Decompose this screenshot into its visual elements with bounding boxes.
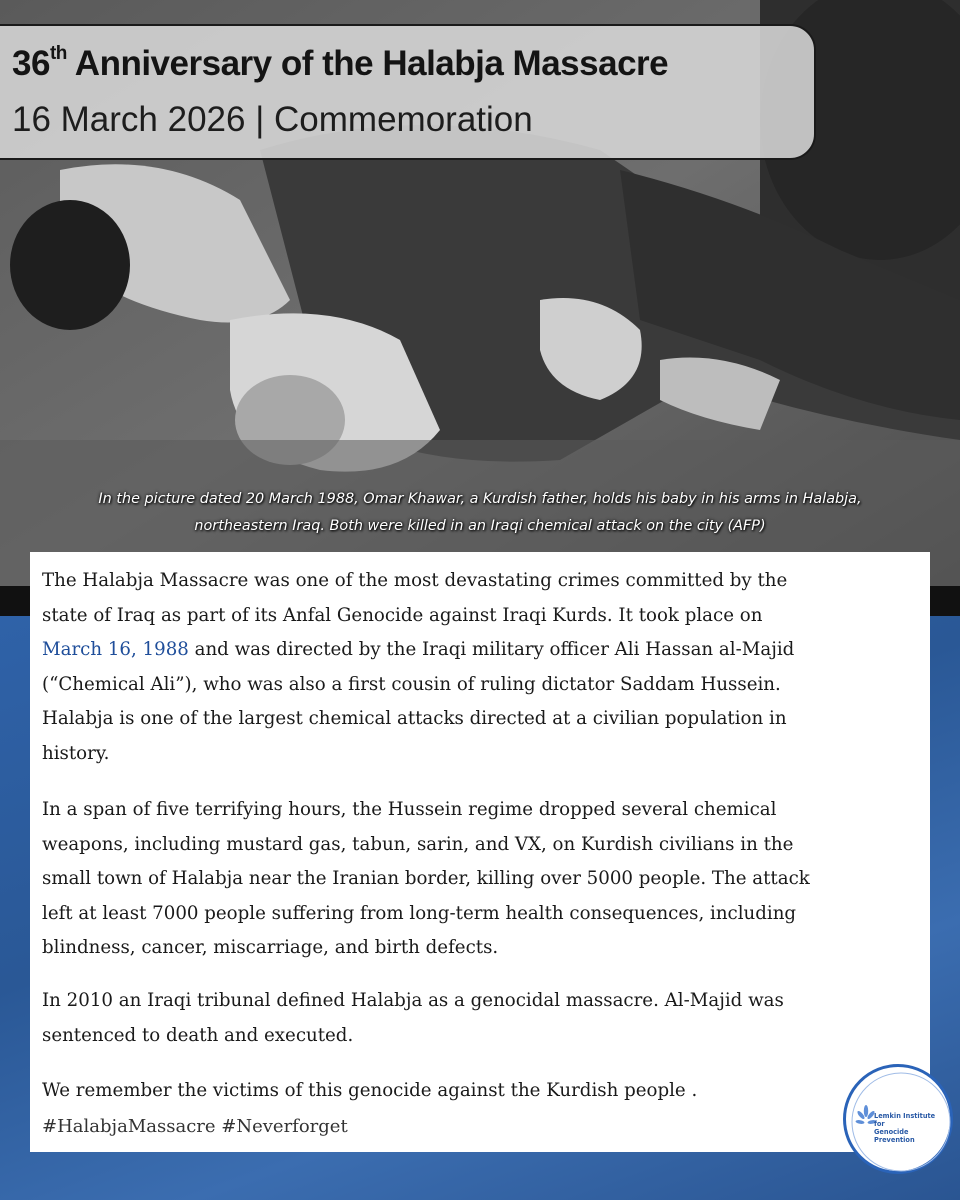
text-line: weapons, including mustard gas, tabun, sarin, and VX, on Kurdish civilians in the xyxy=(42,833,794,855)
page-title: 36th Anniversary of the Halabja Massacre xyxy=(12,43,669,83)
text-line: left at least 7000 people suffering from long-term health consequences, including xyxy=(42,902,797,924)
text-line: small town of Halabja near the Iranian border, killing over 5000 people. The attack xyxy=(42,868,810,890)
text-line: sentenced to death and executed. xyxy=(42,1024,354,1046)
text-line: Halabja is one of the largest chemical attacks directed at a civilian population in xyxy=(42,708,787,730)
text-line: blindness, cancer, miscarriage, and birth defects. xyxy=(42,937,499,959)
paragraph-tribunal xyxy=(42,984,922,1053)
text-line: The Halabja Massacre was one of the most devastating crimes committed by the xyxy=(42,570,788,591)
lemkin-institute-logo xyxy=(843,1064,953,1174)
text-line: (“Chemical Ali”), who was also a first cousin of ruling dictator Saddam Hussein. xyxy=(42,673,781,695)
logo-text: Lemkin Institute for Genocide Prevention xyxy=(874,1112,936,1144)
text-line: history. xyxy=(42,742,110,764)
paragraph-remember xyxy=(42,1074,922,1109)
text-line: state of Iraq as part of its Anfal Genocide against Iraqi Kurds. It took place on xyxy=(42,604,763,626)
photo-caption-line-1: In the picture dated 20 March 1988, Omar Khawar, a Kurdish father, holds his baby in his arms in Halabja, xyxy=(98,491,862,507)
text-line: March 16, 1988 and was directed by the Iraqi military officer Ali Hassan al-Majid xyxy=(42,639,795,661)
page-subtitle: 16 March 2026 | Commemoration xyxy=(12,100,533,139)
text-line: In 2010 an Iraqi tribunal defined Halabja as a genocidal massacre. Al-Majid was xyxy=(42,990,784,1011)
text-line: In a span of five terrifying hours, the Hussein regime dropped several chemical xyxy=(42,799,777,820)
paragraph-attack xyxy=(42,793,922,966)
halabja-photo xyxy=(0,0,960,588)
photo-caption-line-2: northeastern Iraq. Both were killed in an Iraqi chemical attack on the city (AFP) xyxy=(194,518,766,534)
text-line: We remember the victims of this genocide against the Kurdish people . xyxy=(42,1080,698,1101)
hashtags[interactable]: #HalabjaMassacre #Neverforget xyxy=(42,1116,348,1137)
date-link[interactable]: March 16, 1988 xyxy=(42,639,189,661)
paragraph-intro xyxy=(42,564,922,772)
text-card xyxy=(30,552,930,1152)
